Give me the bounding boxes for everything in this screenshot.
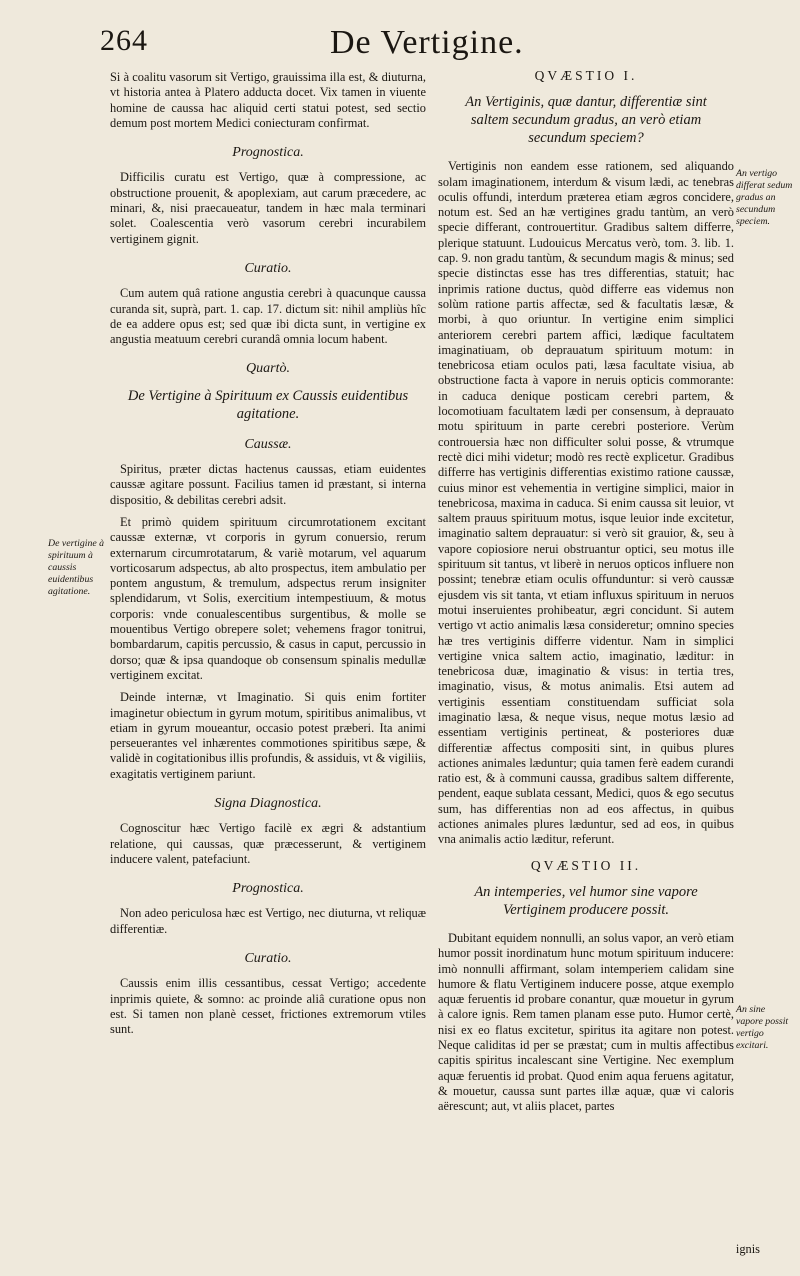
- chapter-title: De Vertigine à Spirituum ex Caussis euidentibus agitatione.: [127, 387, 409, 422]
- caussae-paragraph-1: Spiritus, præter dictas hactenus caussas, etiam euidentes caussæ agitare possunt. Facilius tamen id præstant, si interna dispositio, & debilitas cerebri adsit.: [110, 462, 426, 507]
- running-header: [100, 24, 700, 70]
- question-2-heading: QVÆSTIO II.: [530, 857, 642, 873]
- page-number: 264: [100, 24, 148, 57]
- caussae-paragraph-3: Deinde internæ, vt Imaginatio. Si quis enim fortiter imaginetur obiectum in gyrum motum, spiritibus animalibus, vt etiam in gyrum moueantur, occasio potest præberi. Ita animi perseuerantes vel inhærentes commotiones spiritibus sæpe, & validè in cogitationibus illis profundis, & assiduis, vt & vigiliis, exagitatis vertiginem pariunt.: [110, 690, 426, 781]
- caussae-paragraph-2: Et primò quidem spirituum circumrotationem excitant caussæ externæ, vt corporis in gyrum conuersio, rerum externarum circumrotatarum, & variè motarum, vel aquarum vorticosarum adspectus, ab alto prospectus, item ambulatio per pontem angustum, & tremulum, adspectus rerum insigniter splendidarum, vt Solis, exercitium intempestiuum, & motus corporis: vnde conualescentibus surgentibus, & molle se mouentibus Vertigo obrepere solet; vehemens fragor tonitrui, bombardarum, capitis percussio, & casus in caput, percussio in dorso; quæ & ipsa quandoque ob consensum spinalis medullæ vertiginem excitat.: [110, 514, 426, 682]
- signa-paragraph: Cognoscitur hæc Vertigo facilè ex ægri & adstantium relatione, qui caussas, quæ præcesserunt, & vertiginem inducere valent, patefaciunt.: [110, 821, 426, 866]
- prognostica-paragraph: Difficilis curatu est Vertigo, quæ à compressione, ac obstructione prouenit, & apoplexiam, aut carum præcedere, ac minari, &, nisi praecaueatur, tandem in hæc mala terminari solet. Coalescentia verò vasorum cerebri incurabilem vertiginem gignit.: [110, 170, 426, 246]
- section-heading-signa: Signa Diagnostica.: [214, 795, 322, 811]
- question-2-paragraph: Dubitant equidem nonnulli, an solus vapor, an verò etiam humor possit inordinatum hunc motum spirituum inducere: imò nonnulli affirmant, solam intemperiem calidam sine humore & flatu Vertiginem inducere posse, atque exemplo aquæ feruentis id probare conantur, quæ mouetur in gyrum à calore ignis. Rem tamen planam esse puto. Humor certè, nisi ex eo flatus excitetur, spiritus ita agitare non potest. Neque caliditas id per se præstat; cum in multis affectibus capitis spiritus incalescant sine Vertigine. Nec exemplum aquæ feruentis id probat. Quod enim aqua feruens agitatur, & mouetur, caussa sunt partes illæ aquæ, quæ vi caloris aërescunt; aut, vt aliis placet, partes: [438, 930, 734, 1114]
- right-column: [438, 68, 734, 1122]
- question-1-heading: QVÆSTIO I.: [534, 68, 638, 83]
- running-title: De Vertigine.: [330, 24, 524, 61]
- catchword: ignis: [735, 1242, 760, 1256]
- section-heading-curatio: Curatio.: [244, 260, 292, 276]
- curatio-paragraph: Cum autem quâ ratione angustia cerebri à quacunque caussa curanda sit, suprà, part. 1. cap. 17. dictum sit: nihil ampliùs hîc de ea addere opus est; sed quæ ibi dicta sunt, in vertigine ex angustia meatuum cerebri curandâ omnia locum habent.: [110, 286, 426, 347]
- curatio-paragraph-2: Caussis enim illis cessantibus, cessat Vertigo; accedente inprimis quiete, & somno: ac proinde aliâ curatione opus non est. Si tamen non planè cesset, frictiones extremorum vtiles sunt.: [110, 976, 426, 1037]
- left-column: [110, 70, 426, 1045]
- question-2-title: An intemperies, vel humor sine vapore Vertiginem producere possit.: [474, 883, 698, 918]
- section-heading-curatio-2: Curatio.: [244, 951, 292, 967]
- section-heading-prognostica: Prognostica.: [232, 145, 304, 161]
- question-1-paragraph: Vertiginis non eandem esse rationem, sed aliquando solam imaginationem, interdum & visum lædi, ac tenebras oculis offundi, interdum præterea etiam ægros concidere, notum est. Sed an hæ vertigines gradu tantùm, an verò specie differant, controuertitur. Gradibus saltem differre, plerique statuunt. Ludouicus Mercatus verò, tom. 3. lib. 1. cap. 9. non gradu tantùm, & secundum magis & minus; sed specie distinctas esse has tres differentias, statuit; hac inprimis ratione ductus, quòd differre eas videmus non solùm ratione partis affectæ, sed & facultatis læsæ, & morbi, à quo oriuntur. In vertigine enim simplici anteriorem cerebri partem affici, lædique facultatem imaginatiuam, ob deprauatum spirituum motum: in tenebricosa etiam oculos pati, læsa facultate visiua, ab obstructione facta à vapore in neruis opticis commorante: in caduca denique posticam cerebri partem, & locomotiuam facultatem lædi per consensum, à deprauato motu spirituum in parte cerebri posteriore. Verùm controuersia hæc non difficulter solui posse, & vtrumque rectè dici mihi videtur; modò res rectè explicetur. Gradibus differre has vertiginis differentias existimo ratione caussæ, cuius minor est vehementia in vertigine simplici, maior in tenebricosa, maxima in caduca. Si enim caussa sit leuior, vt saltem prauus spirituum motus, isque leuior inde excitetur, imaginatio saltem deprauatur: si verò sit grauior, &, seu à vapore copiosiore nerui obstruantur optici, seu motus ille spirituum sit tantus, vt liberè in neruos opticos influere non possint; tenebræ etiam oculis offunduntur: si verò caussæ ejusdem vis sit tanta, vt etiam influxus spirituum in neruos motui inseruientes prohibeatur, ægri concidunt. Si autem vertigo vt actio animalis læsa consideretur; omnino species hæ tres vertiginis differre videntur. Nam in simplici vertigine vnica saltem actio, imaginatio, læditur: in tenebricosa duæ, imaginatio & visus: in tertia tres, imaginatio, visus, & motus animalis. Etsi autem ad vertiginis essentiam constituendam sufficiat sola imaginatio læsa, & neque visus, neque motus læsio ad essentiam vertiginis pertineat, & posteriores duæ differentiæ affectus compositi sint, in quibus plures actiones animales læduntur; quia tamen ferè eadem curandi ratio est, & à communi caussa, gradibus saltem differente, pendent, eaque sublata cessant, Medici, quos & ego secutus sum, has differentias non ad eos affectus, in quibus actiones animales plures læduntur, sed ad eos, in quibus vna animalis actio læditur, referunt.: [438, 159, 734, 847]
- right-marginal-note-2: An sine vapore possit vertigo excitari.: [736, 1004, 789, 1051]
- right-marginal-note-1: An vertigo differat sedum gradus an secundum speciem.: [736, 168, 793, 227]
- section-heading-prognostica-2: Prognostica.: [232, 881, 304, 897]
- prognostica-paragraph-2: Non adeo periculosa hæc est Vertigo, nec diuturna, vt reliquæ differentiæ.: [110, 906, 426, 936]
- question-1-title: An Vertiginis, quæ dantur, differentiæ sint saltem secundum gradus, an verò etiam secundum speciem?: [465, 94, 707, 147]
- section-heading-caussae: Caussæ.: [244, 436, 292, 452]
- intro-paragraph: Si à coalitu vasorum sit Vertigo, grauissima illa est, & diuturna, vt historia antea à Platero adducta docet. Vix tamen in viuente homine de caussa hac aliquid certi statui potest, sed sectio demum post mortem Medici coniecturam confirmat.: [110, 70, 426, 130]
- section-heading-quarto: Quartò.: [246, 361, 290, 377]
- left-marginal-note: De vertigine à spirituum à caussis euidentibus agitatione.: [48, 538, 105, 597]
